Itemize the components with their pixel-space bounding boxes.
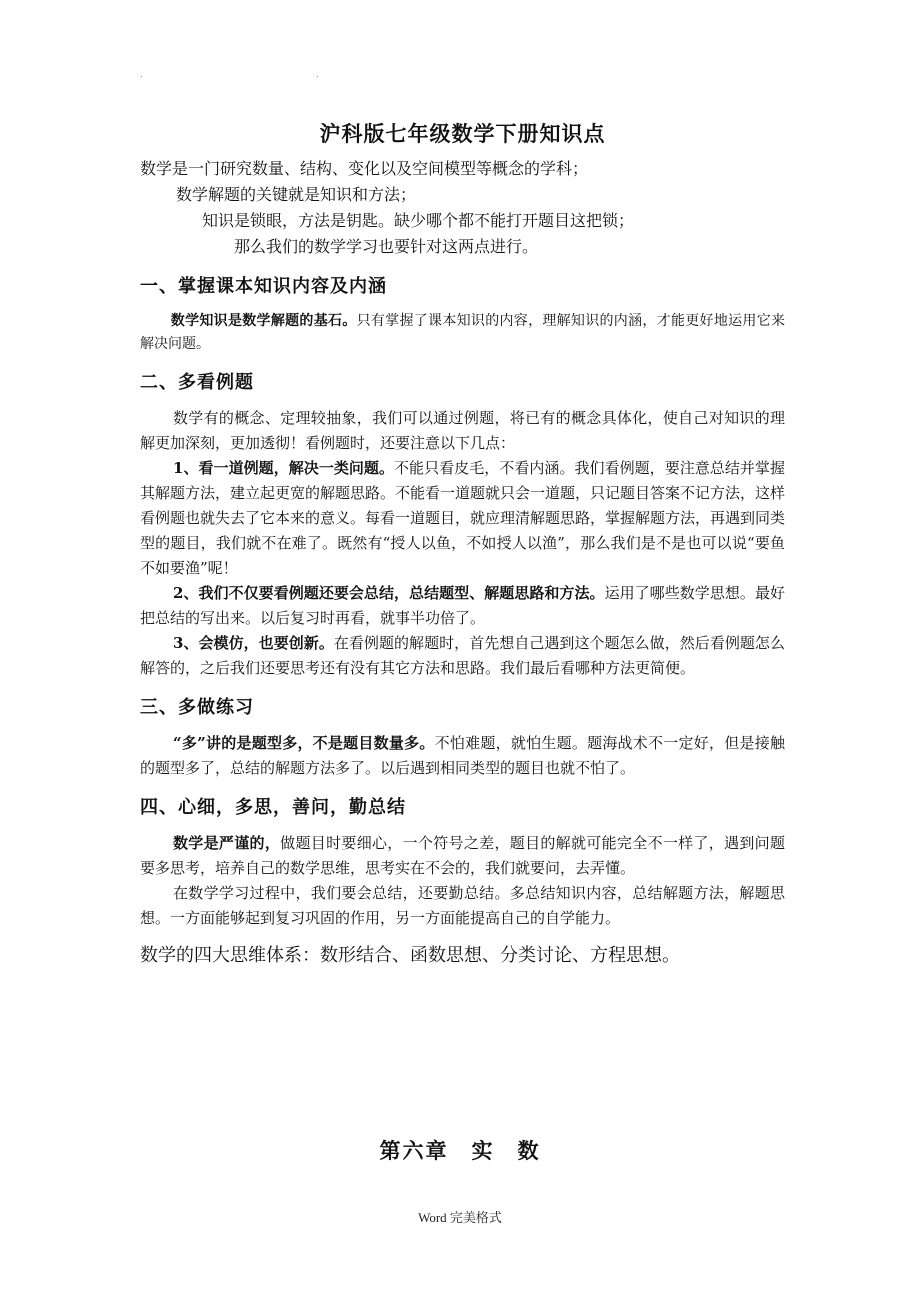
page-footer: Word 完美格式 — [418, 1210, 502, 1225]
section-paragraph: 数学有的概念、定理较抽象，我们可以通过例题，将已有的概念具体化，使自己对知识的理解更加深刻，更加透彻！看例题时，还要注意以下几点： — [140, 409, 785, 452]
intro-line: 数学是一门研究数量、结构、变化以及空间模型等概念的学科； — [140, 159, 589, 178]
summary-line: 数学的四大思维体系：数形结合、函数思想、分类讨论、方程思想。 — [140, 945, 680, 966]
document-page — [140, 118, 785, 971]
section-paragraph — [140, 731, 785, 781]
paragraph-text: 做题目时要细心，一个符号之差，题目的解就可能完全不一样了，遇到问题要多思考，培养自己的数学思维，思考实在不会的，我们就要问，去弄懂。 — [140, 834, 785, 877]
section-paragraph — [140, 456, 785, 581]
paragraph-text: 只有掌握了课本知识的内容，理解知识的内涵，才能更好地运用它来解决问题。 — [140, 313, 786, 352]
section-heading: 三、多做练习 — [140, 697, 254, 718]
section-paragraph — [140, 581, 785, 631]
intro-line: 知识是锁眼，方法是钥匙。缺少哪个都不能打开题目这把锁； — [202, 211, 635, 230]
bold-lead: 2、我们不仅要看例题还要会总结，总结题型、解题思路和方法。 — [173, 584, 605, 602]
header-dot: . — [316, 70, 319, 79]
section-paragraph — [140, 631, 785, 681]
bold-lead: 3、会模仿，也要创新。 — [173, 634, 334, 652]
header-dot: . — [140, 70, 143, 79]
section-heading: 二、多看例题 — [140, 372, 254, 393]
section-paragraph: 在数学学习过程中，我们要会总结，还要勤总结。多总结知识内容，总结解题方法，解题思想。一方面能够起到复习巩固的作用，另一方面能提高自己的自学能力。 — [140, 884, 785, 927]
paragraph-text: 不怕难题，就怕生题。题海战术不一定好，但是接触的题型多了，总结的解题方法多了。以后遇到相同类型的题目也就不怕了。 — [140, 734, 785, 777]
section-heading: 一、掌握课本知识内容及内涵 — [140, 276, 387, 297]
chapter-heading: 第六章 实 数 — [379, 1138, 541, 1163]
paragraph-text: 在看例题的解题时，首先想自己遇到这个题怎么做，然后看例题怎么解答的，之后我们还要思考还有没有其它方法和思路。我们最后看哪种方法更简便。 — [140, 634, 785, 677]
bold-lead: 数学知识是数学解题的基石。 — [170, 313, 357, 329]
paragraph-text: 不能只看皮毛，不看内涵。我们看例题，要注意总结并掌握其解题方法，建立起更宽的解题思路。不能看一道题就只会一道题，只记题目答案不记方法，这样看例题也就失去了它本来的意义。每看一道题目，就应理清解题思路，掌握解题方法，再遇到同类型的题目，我们就不在难了。既然有“授人以鱼，不如授人以渔”，那么我们是不是也可以说“要鱼不如要渔”呢！ — [140, 459, 786, 577]
bold-lead: 数学是严谨的， — [173, 834, 281, 852]
header-dots — [140, 70, 340, 82]
section-heading: 四、心细，多思，善问，勤总结 — [140, 797, 406, 818]
section-paragraph — [140, 831, 785, 881]
bold-lead: “多”讲的是题型多，不是题目数量多。 — [173, 734, 435, 752]
intro-line: 数学解题的关键就是知识和方法； — [176, 185, 417, 204]
document-title: 沪科版七年级数学下册知识点 — [319, 121, 606, 146]
intro-line: 那么我们的数学学习也要针对这两点进行。 — [234, 237, 539, 256]
bold-lead: 1、看一道例题，解决一类问题。 — [173, 459, 395, 477]
paragraph-text: 运用了哪些数学思想。最好把总结的写出来。以后复习时再看，就事半功倍了。 — [140, 584, 785, 627]
section-paragraph — [140, 310, 785, 356]
